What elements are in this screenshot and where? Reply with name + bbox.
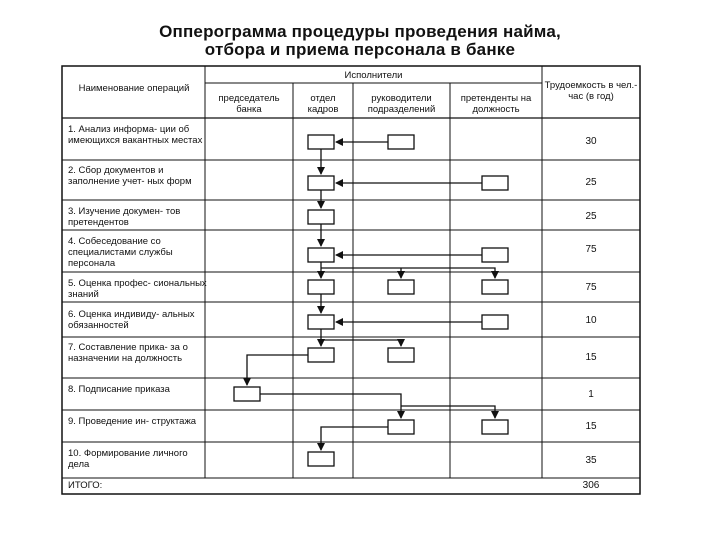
arrow-chairman-to-heads-9 xyxy=(260,394,401,418)
operation-label-1: 1. Анализ информа- ции об имеющихся вакантных местах xyxy=(68,124,203,146)
labor-value-1: 30 xyxy=(585,136,597,147)
box-heads-9 xyxy=(388,420,414,434)
box-hr-7 xyxy=(308,348,334,362)
total-label: ИТОГО: xyxy=(68,480,103,491)
box-candidates-5 xyxy=(482,280,508,294)
operation-label-5: 5. Оценка профес- сиональных знаний xyxy=(68,278,207,300)
header-department-heads: руководители подразделений xyxy=(367,93,436,115)
box-hr-4 xyxy=(308,248,334,262)
labor-value-4: 75 xyxy=(585,244,597,255)
box-hr-1 xyxy=(308,135,334,149)
box-heads-5 xyxy=(388,280,414,294)
operation-label-9: 9. Проведение ин- структажа xyxy=(68,416,197,427)
header-candidates: претенденты на должность xyxy=(460,93,532,115)
box-hr-5 xyxy=(308,280,334,294)
labor-value-8: 1 xyxy=(588,389,594,400)
arrow-heads-9-to-hr-10 xyxy=(321,427,388,450)
labor-value-3: 25 xyxy=(585,211,597,222)
diagram-title-line-1: Опперограмма процедуры проведения найма, xyxy=(159,22,561,41)
box-heads-7 xyxy=(388,348,414,362)
box-heads-1 xyxy=(388,135,414,149)
operation-label-2: 2. Сбор документов и заполнение учет- ных форм xyxy=(68,165,192,187)
labor-value-total: 306 xyxy=(582,480,600,491)
operation-label-8: 8. Подписание приказа xyxy=(68,384,170,395)
labor-value-10: 35 xyxy=(585,455,597,466)
box-candidates-9 xyxy=(482,420,508,434)
operation-label-4: 4. Собеседование со специалистами службы персонала xyxy=(68,236,173,269)
operation-label-10: 10. Формирование личного дела xyxy=(68,448,188,470)
box-candidates-6 xyxy=(482,315,508,329)
labor-value-7: 15 xyxy=(585,352,597,363)
header-operations: Наименование операций xyxy=(78,83,190,94)
labor-value-9: 15 xyxy=(585,421,597,432)
box-hr-2 xyxy=(308,176,334,190)
box-candidates-2 xyxy=(482,176,508,190)
arrow-hr-7-to-chairman-8 xyxy=(247,355,308,385)
header-labor-intensity: Трудоемкость в чел.-час (в год) xyxy=(544,80,638,102)
arrow-hr-to-heads-7 xyxy=(321,340,401,346)
header-performers: Исполнители xyxy=(344,70,403,81)
box-chairman-8 xyxy=(234,387,260,401)
operation-label-6: 6. Оценка индивиду- альных обязанностей xyxy=(68,309,195,331)
diagram-title-line-2: отбора и приема персонала в банке xyxy=(204,40,516,59)
box-hr-3 xyxy=(308,210,334,224)
box-hr-6 xyxy=(308,315,334,329)
operation-label-7: 7. Составление прика- за о назначении на должность xyxy=(68,342,188,364)
arrow-hr-to-candidates-5 xyxy=(321,268,495,278)
header-chairman: председатель банка xyxy=(218,93,280,115)
header-hr-department: отдел кадров xyxy=(307,93,339,115)
labor-value-6: 10 xyxy=(585,315,597,326)
labor-value-2: 25 xyxy=(585,177,597,188)
labor-value-5: 75 xyxy=(585,282,597,293)
arrow-to-candidates-9 xyxy=(401,406,495,418)
box-candidates-4 xyxy=(482,248,508,262)
operation-label-3: 3. Изучение докумен- тов претендентов xyxy=(68,206,181,228)
box-hr-10 xyxy=(308,452,334,466)
